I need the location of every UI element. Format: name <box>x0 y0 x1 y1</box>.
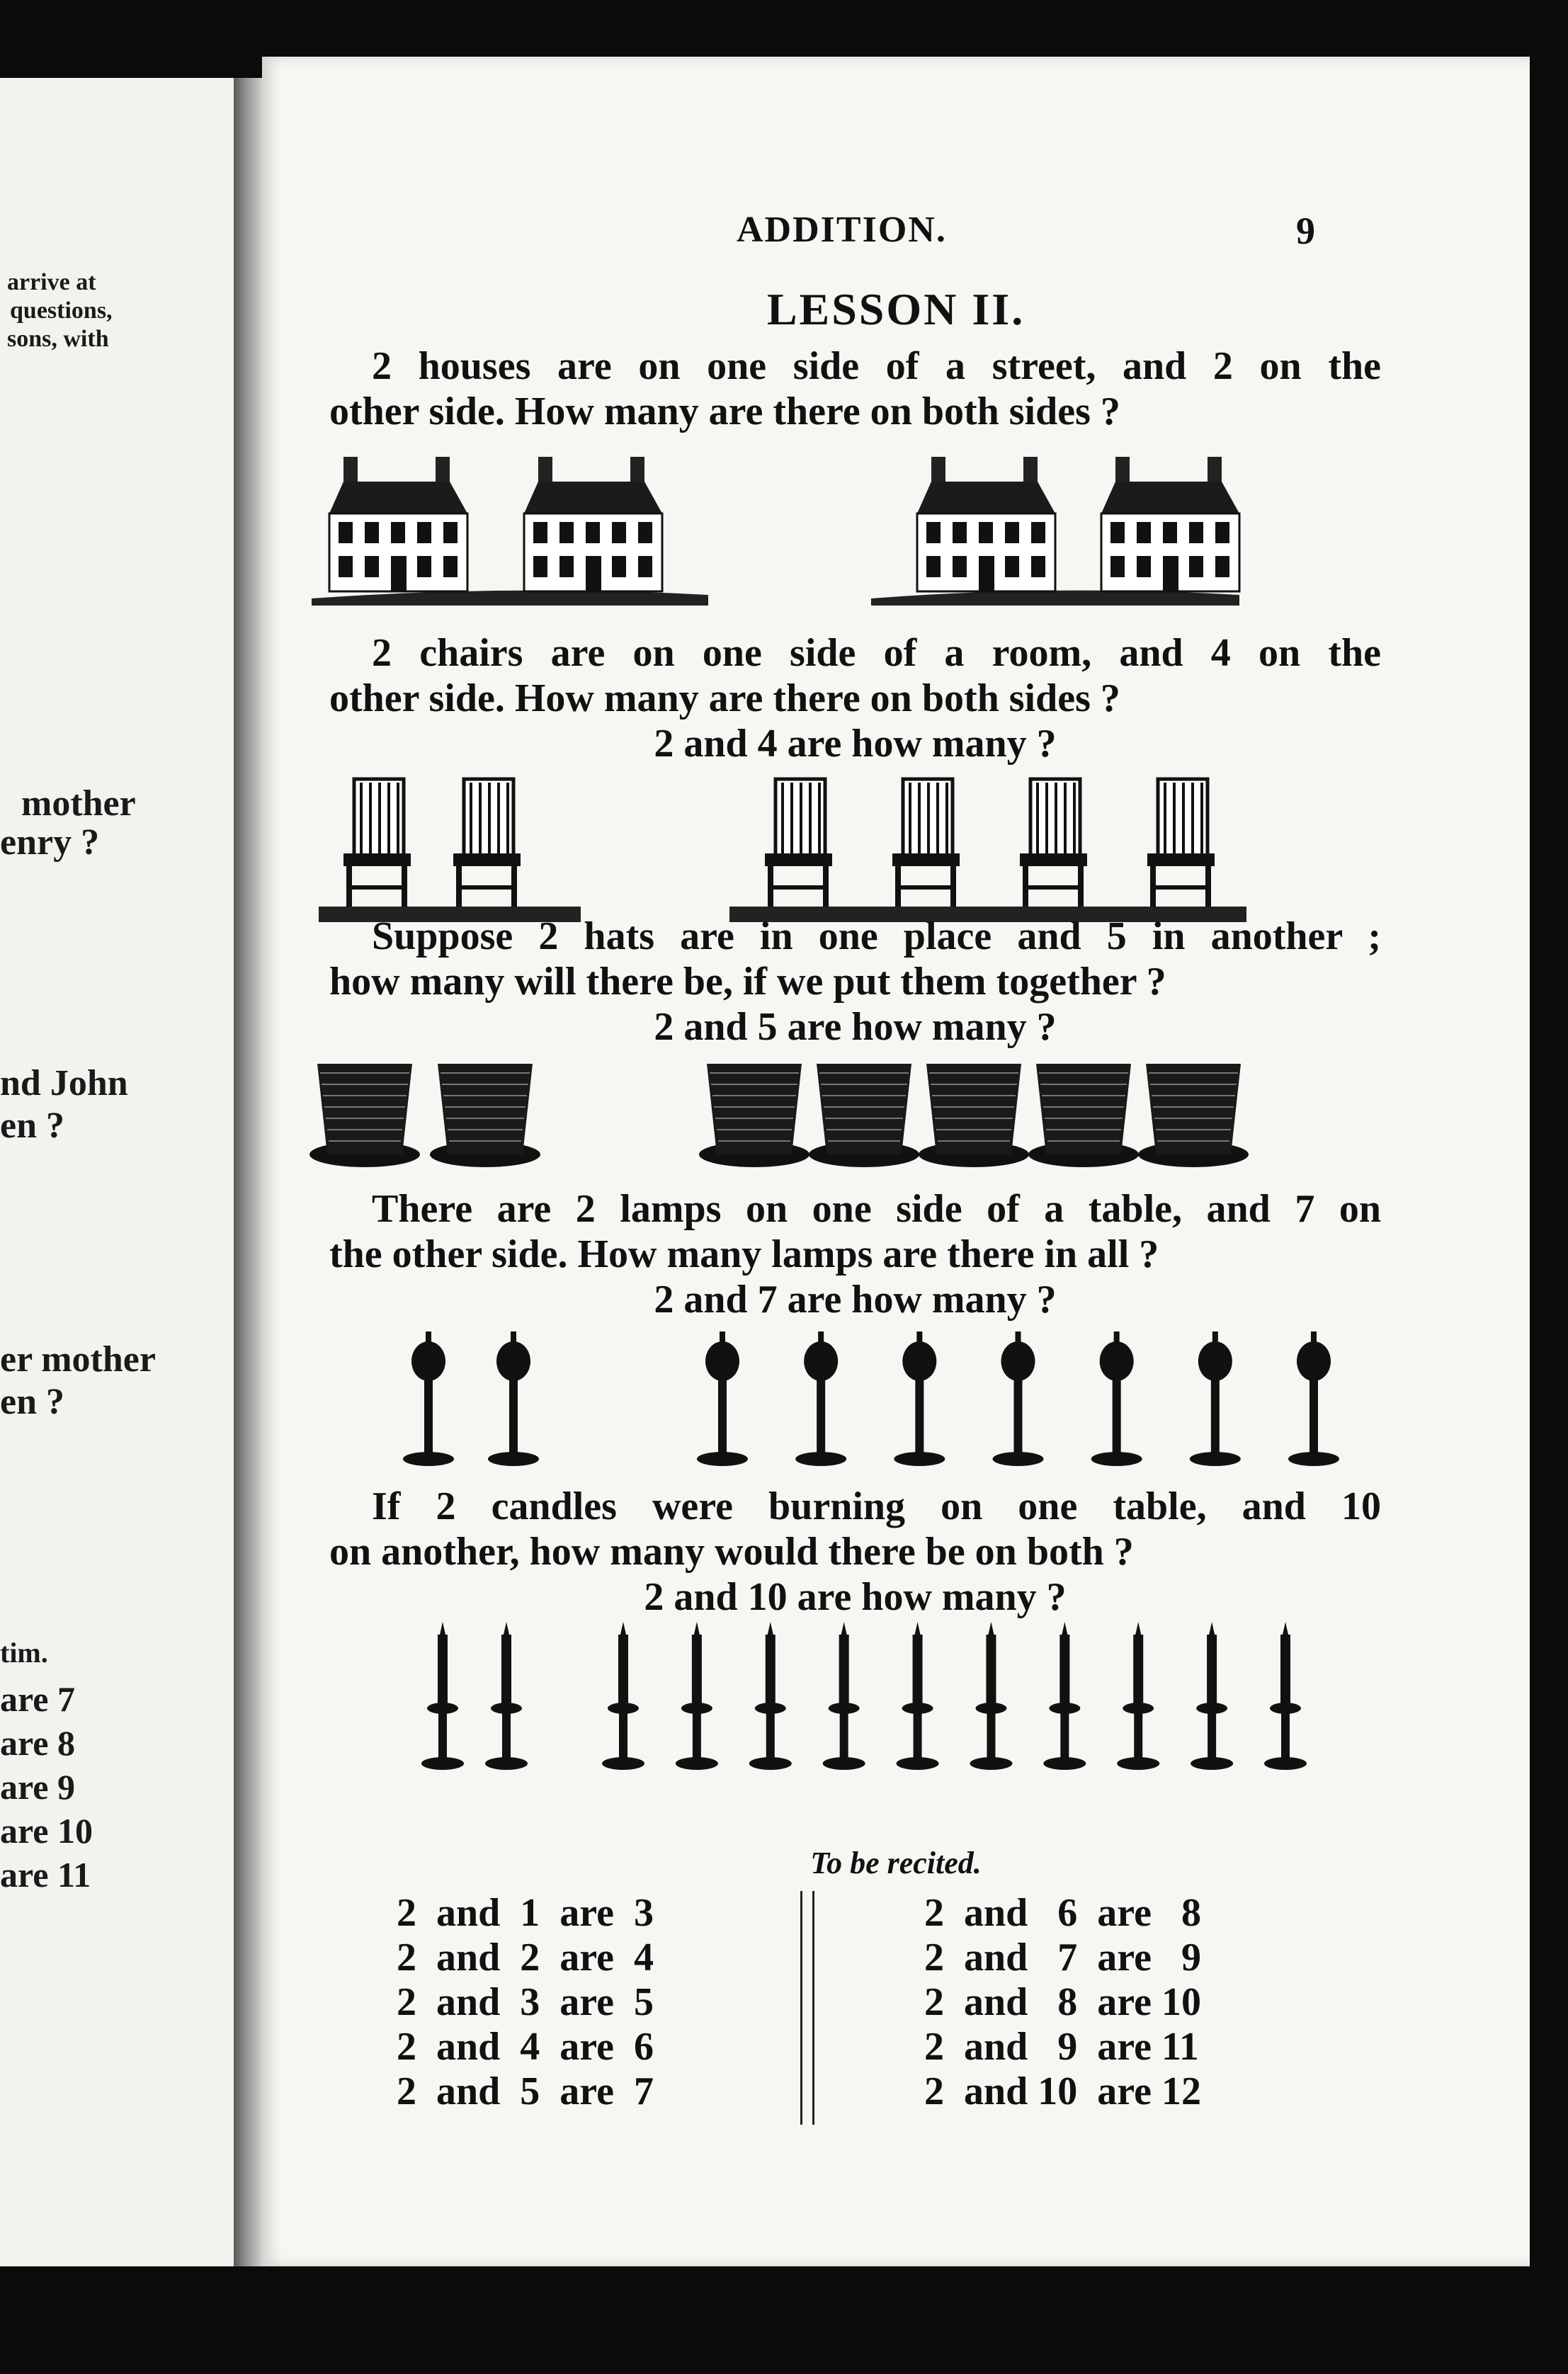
question-chairs <box>329 630 1381 766</box>
hat-icon <box>1028 1064 1139 1167</box>
lamp-icon <box>993 1331 1044 1466</box>
question-line: the other side. How many lamps are there in all ? <box>329 1232 1159 1276</box>
candle-icon <box>485 1622 528 1770</box>
house-icon <box>329 457 467 591</box>
candle-icon <box>421 1622 464 1770</box>
recitation-row: 2 and 9 are 11 <box>924 2025 1199 2069</box>
lamp-icon <box>1288 1331 1339 1466</box>
candle-icon <box>1117 1622 1159 1770</box>
lamp-icon <box>795 1331 846 1466</box>
left-page-text-fragment: tim. <box>0 1637 48 1669</box>
candles-illustration <box>305 1622 1395 1792</box>
left-page-text-fragment: are 9 <box>0 1767 75 1807</box>
ground-strip <box>871 591 1239 606</box>
house-icon <box>524 457 662 591</box>
candle-icon <box>676 1622 718 1770</box>
left-page-text-fragment: enry ? <box>0 822 100 863</box>
candle-icon <box>749 1622 792 1770</box>
lamp-icon <box>1190 1331 1241 1466</box>
question-line: 2 and 10 are how many ? <box>644 1575 1067 1619</box>
recitation-table <box>397 1891 1317 2139</box>
question-line: 2 houses are on one side of a street, and 2 on the <box>372 344 1381 388</box>
left-page-text-fragment: are 7 <box>0 1679 75 1719</box>
ground-strip <box>312 591 708 606</box>
question-line: 2 and 5 are how many ? <box>654 1005 1057 1049</box>
recitation-row: 2 and 7 are 9 <box>924 1936 1201 1980</box>
lamp-icon <box>1091 1331 1142 1466</box>
right-page <box>262 57 1530 2266</box>
left-page-text-fragment: are 8 <box>0 1723 75 1763</box>
recitation-row: 2 and 1 are 3 <box>397 1891 654 1935</box>
question-line: other side. How many are there on both sides ? <box>329 676 1120 720</box>
question-houses <box>329 343 1381 434</box>
hat-icon <box>1138 1064 1249 1167</box>
recitation-row: 2 and 6 are 8 <box>924 1891 1201 1935</box>
lamp-icon <box>488 1331 539 1466</box>
left-page-text-fragment: en ? <box>0 1106 64 1146</box>
left-page-text-fragment: en ? <box>0 1382 64 1422</box>
recited-caption: To be recited. <box>810 1846 982 1880</box>
recitation-row: 2 and 5 are 7 <box>397 2069 654 2113</box>
candle-icon <box>823 1622 865 1770</box>
chair-icon <box>343 779 411 907</box>
question-line: 2 and 7 are how many ? <box>654 1278 1057 1322</box>
chair-icon <box>1020 779 1087 907</box>
recitation-row: 2 and 8 are 10 <box>924 1980 1201 2024</box>
left-page-text-fragment: are 11 <box>0 1855 91 1895</box>
left-page-text-fragment: arrive at <box>7 269 96 295</box>
chair-icon <box>892 779 960 907</box>
left-page-text-fragment: are 10 <box>0 1811 93 1851</box>
chairs-illustration <box>305 772 1395 928</box>
left-page-text-fragment: mother <box>21 783 136 824</box>
hat-icon <box>430 1064 540 1167</box>
question-line: Suppose 2 hats are in one place and 5 in another ; <box>372 914 1381 958</box>
question-line: 2 chairs are on one side of a room, and 4 on the <box>372 631 1381 675</box>
question-line: 2 and 4 are how many ? <box>654 722 1057 766</box>
chair-icon <box>453 779 521 907</box>
recitation-column-right <box>924 1891 1201 2114</box>
question-candles <box>329 1484 1381 1620</box>
recitation-row: 2 and 2 are 4 <box>397 1936 654 1980</box>
page-header <box>262 209 1530 273</box>
hat-icon <box>919 1064 1029 1167</box>
recitation-row: 2 and 10 are 12 <box>924 2069 1201 2113</box>
question-line: If 2 candles were burning on one table, and 10 <box>372 1484 1381 1528</box>
lamp-icon <box>697 1331 748 1466</box>
left-page-text-fragment: sons, with <box>7 326 109 352</box>
lamp-icon <box>894 1331 945 1466</box>
house-icon <box>1101 457 1239 591</box>
candle-icon <box>602 1622 644 1770</box>
left-page-text-fragment: er mother <box>0 1339 156 1380</box>
left-page <box>0 78 262 2266</box>
page-number: 9 <box>1296 210 1315 252</box>
left-page-text-fragment: questions, <box>10 297 113 324</box>
column-divider <box>800 1891 814 2125</box>
houses-illustration <box>305 453 1395 623</box>
candle-icon <box>970 1622 1012 1770</box>
candle-icon <box>1264 1622 1307 1770</box>
book-gutter <box>234 78 262 2266</box>
recitation-row: 2 and 4 are 6 <box>397 2025 654 2069</box>
question-line: There are 2 lamps on one side of a table, and 7 on <box>372 1187 1381 1231</box>
candle-icon <box>1191 1622 1233 1770</box>
lamp-icon <box>403 1331 454 1466</box>
hat-icon <box>699 1064 809 1167</box>
left-page-text-fragment: nd John <box>0 1063 128 1103</box>
lesson-title: LESSON II. <box>766 284 1026 334</box>
question-lamps <box>329 1186 1381 1322</box>
hat-icon <box>809 1064 919 1167</box>
hats-illustration <box>305 1055 1395 1183</box>
hat-icon <box>309 1064 420 1167</box>
recitation-row: 2 and 3 are 5 <box>397 1980 654 2024</box>
recitation-column-left <box>397 1891 654 2114</box>
question-line: how many will there be, if we put them together ? <box>329 960 1166 1004</box>
candle-icon <box>1043 1622 1086 1770</box>
house-icon <box>917 457 1055 591</box>
question-line: on another, how many would there be on both ? <box>329 1530 1134 1574</box>
running-head: ADDITION. <box>737 210 947 250</box>
chair-icon <box>1147 779 1215 907</box>
candle-icon <box>897 1622 939 1770</box>
chair-icon <box>765 779 832 907</box>
question-line: other side. How many are there on both sides ? <box>329 390 1120 433</box>
lamps-illustration <box>305 1331 1395 1487</box>
question-hats <box>329 914 1381 1050</box>
